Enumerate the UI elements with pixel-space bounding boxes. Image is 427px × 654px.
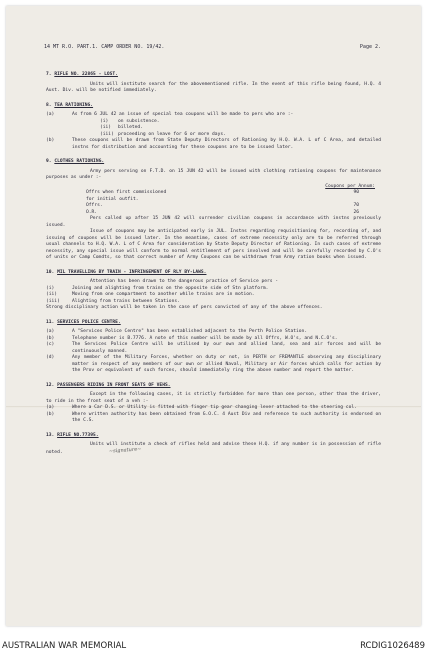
coupon-value: 26	[353, 209, 359, 215]
list-item	[46, 138, 381, 151]
section-number: 13.	[46, 432, 55, 438]
section-number: 11.	[46, 319, 55, 325]
handwritten-signature: ~signature~	[109, 445, 143, 455]
document-page	[6, 6, 421, 626]
order-body	[46, 72, 381, 464]
item-text: Any member of the Military Forces, whether on duty or not, in PERTH or FREMANTLE observing any disciplinary matter in respect of any members of our own or allied Naval, Military or Air forces which calls for action by the Prov or equivalent of such forces, should immediately ring the above number and report the matter.	[72, 355, 381, 373]
page-number: Page 2.	[359, 44, 381, 50]
section-13	[46, 433, 381, 457]
section-heading: TEA RATIONING.	[54, 102, 94, 108]
item-label: (i)	[100, 118, 109, 124]
item-label: (b)	[46, 411, 55, 417]
section-title	[46, 320, 381, 327]
paragraph: Pers called up after 15 JUN 42 will surrender civilian coupons in accordance with instns previously issued.	[46, 216, 381, 228]
item-label: (iii)	[100, 131, 114, 137]
section-heading: SERVICES POLICE CENTRE.	[57, 319, 121, 325]
item-label: (ii)	[100, 125, 112, 130]
paragraph: Issue of coupons may be anticipated early in JUL. Instns regarding requisitioning for, recording of, and issuing of coupons will be issued later. In the meantime, cases of extreme necessity only are to be referred through usual channels to H.Q. W.A. L of C Area for consideration by State Deputy Director of Rationing. In such cases of extreme necessity, any special issue will conform to normal entitlement of pers involved and will be carefully recorded by C.O's of units or Camp Comdts, so that correct number of Army Coupons can be withdrawn from Army ration books when issued.	[46, 229, 381, 260]
section-heading: CLOTHES RATIONING.	[54, 159, 105, 164]
section-heading: MIL TRAVELLING BY TRAIN - INFRINGEMENT OF RLY BY-LAWS.	[57, 269, 207, 275]
item-text: Alighting from trains between Stations.	[72, 298, 180, 304]
section-heading: RIFLE NO.77395.	[57, 432, 99, 438]
paragraph	[46, 442, 381, 456]
item-text: Joining and alighting from trains on the opposite side of Stn platform.	[72, 285, 269, 291]
paragraph: Except in the following cases, it is strictly forbidden for more than one person, other than the driver, to ride in the front seat of a veh :-	[46, 392, 381, 404]
page-header	[44, 44, 381, 50]
item-text: billeted.	[118, 125, 143, 130]
paragraph: Units will institute search for the abovementioned rifle. In the event of this rifle being found, H.Q. 4 Aust. Div. will be notified immediately.	[46, 81, 381, 93]
coupon-value: 90	[353, 190, 359, 195]
section-heading: RIFLE NO. 22865 - LOST.	[54, 72, 118, 77]
section-number: 9.	[46, 159, 52, 164]
paragraph: Army pers serving on F.T.D. on 15 JUN 42 will be issued with clothing rationing coupons for maintenance purposes as under :-	[46, 168, 381, 180]
item-text: The Services Police Centre will be utilised by our own and allied land, sea and air forces and will be continuously manned.	[72, 342, 381, 354]
section-title	[46, 433, 381, 440]
item-label: (b)	[46, 335, 55, 341]
section-title	[46, 72, 381, 79]
list-item	[46, 342, 381, 355]
item-text: Where written authority has been obtained from G.O.C. 4 Aust Div and reference to such authority is endorsed on the C.S.	[72, 411, 381, 423]
coupons-column-header: Coupons per Annum:	[325, 183, 375, 189]
coupon-label: Offrs.	[86, 203, 103, 208]
section-title	[46, 383, 381, 390]
record-id: RCDIG1026489	[360, 641, 425, 651]
section-11	[46, 320, 381, 375]
list-item	[46, 355, 381, 375]
item-label: (a)	[46, 329, 55, 334]
item-label: (ii)	[46, 292, 58, 297]
item-label: (a)	[46, 112, 55, 117]
paragraph-text: Units will institute a check of rifles held and advise these H.Q. if any number is in possession of rifle noted.	[46, 442, 381, 455]
item-label: (d)	[46, 355, 55, 360]
list-item	[46, 112, 381, 119]
section-10	[46, 270, 381, 312]
section-number: 8.	[46, 102, 52, 108]
section-7	[46, 72, 381, 95]
section-number: 7.	[46, 72, 52, 77]
coupon-label: for initial outfit.	[86, 196, 139, 202]
paragraph: Attention has been drawn to the dangerous practice of Service pers -	[90, 279, 279, 284]
section-heading: PASSENGERS RIDING IN FRONT SEATS OF VEHS.	[57, 382, 171, 388]
section-title	[46, 270, 381, 277]
item-text: proceeding on leave for 6 or more days.	[118, 131, 226, 137]
archive-name: AUSTRALIAN WAR MEMORIAL	[2, 641, 127, 651]
paragraph: Strong disciplinary action will be taken in the case of pers convicted of any of the above offences.	[46, 305, 323, 310]
item-label: (a)	[46, 405, 55, 410]
item-text: Telephone number is B.7776. A note of this number will be made by all Offrs, W.O's, and N.C.O's.	[72, 335, 338, 341]
item-text: As from 6 JUL 42 an issue of special tea coupons will be made to pers who are :-	[72, 112, 294, 117]
section-number: 10.	[46, 269, 55, 275]
item-text: on subsistence.	[118, 118, 160, 124]
coupon-label: O.R.	[86, 209, 98, 215]
list-item	[46, 412, 381, 425]
section-8	[46, 103, 381, 152]
item-label: (i)	[46, 285, 55, 291]
item-text: A "Services Police Centre" has been established adjacent to the Perth Police Station.	[72, 329, 308, 334]
archive-footer	[2, 641, 425, 651]
order-title: 14 MT R.O. PART.1. CAMP ORDER NO. 19/42.	[44, 44, 165, 50]
coupon-value: 70	[353, 203, 359, 208]
item-text: Where a Car D.S. or Utility is fitted with finger tip gear changing lever attached to the steering col.	[72, 405, 357, 410]
section-12	[46, 383, 381, 425]
section-title	[46, 159, 381, 166]
item-label: (b)	[46, 138, 55, 143]
item-text: Moving from one compartment to another while trains are in motion.	[72, 292, 255, 297]
item-label: (iii)	[46, 298, 60, 304]
item-label: (c)	[46, 342, 55, 347]
coupon-label: Offrs when first commissioned	[86, 190, 167, 195]
section-9	[46, 159, 381, 262]
item-text: These coupons will be drawn from State Deputy Directors of Rationing by H.Q. W.A. L of C Area, and detailed instns for distribution and accounting for these coupons are to be issued later.	[72, 138, 381, 150]
section-title	[46, 103, 381, 110]
section-number: 12.	[46, 382, 55, 388]
